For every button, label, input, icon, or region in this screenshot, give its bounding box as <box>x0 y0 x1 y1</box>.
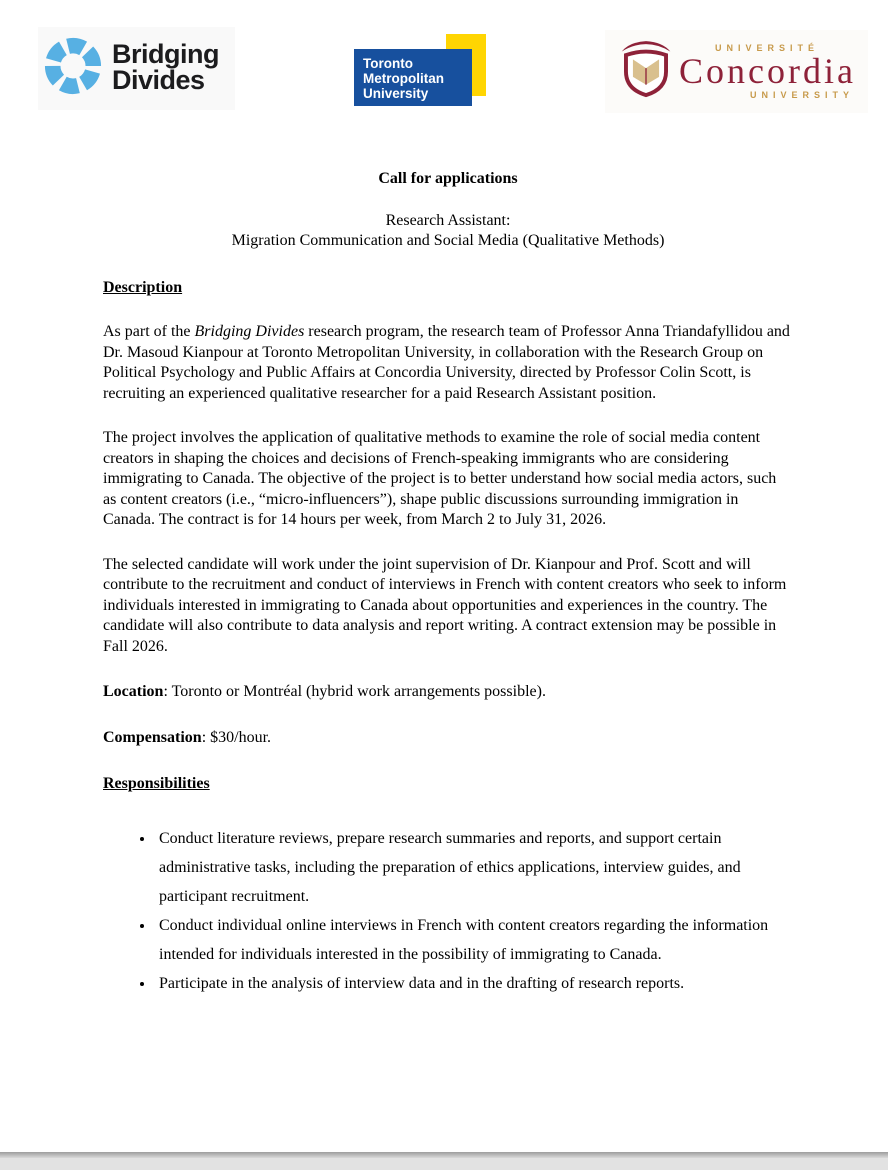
description-heading: Description <box>103 278 183 296</box>
responsibilities-list <box>103 824 793 998</box>
responsibility-item: • Participate in the analysis of interview data and in the drafting of research reports. <box>155 969 793 998</box>
location-line <box>103 682 793 703</box>
description-paragraph-3: The selected candidate will work under the joint supervision of Dr. Kianpour and Prof. Scott and will contribute to the recruitment and conduct of interviews in French with content creators who seek to inform individuals interested in immigrating to Canada about opportunities and experiences in the country. The candidate will also contribute to data analysis and report writing. A contract extension may be possible in Fall 2026. <box>103 555 787 655</box>
subtitle-line-2: Migration Communication and Social Media (Qualitative Methods) <box>231 232 665 249</box>
logo-row <box>0 0 888 119</box>
compensation-value: : $30/hour. <box>201 728 272 746</box>
concordia-name: Concordia <box>679 51 856 92</box>
tmu-word-3: University <box>363 86 429 102</box>
concordia-shield-icon <box>619 40 673 103</box>
bridging-divides-word-1: Bridging <box>112 38 219 69</box>
tmu-word-2: Metropolitan <box>363 71 444 87</box>
para1-post: research program, the research team of Professor Anna Triandafyllidou and Dr. Masoud Kianpour at Toronto Metropolitan University, in collaboration with the Research Group on Political Psychology and Public Affairs at Concordia University, directed by Professor Colin Scott, is recruiting an experienced qualitative researcher for a paid Research Assistant position. <box>103 323 790 402</box>
document-body <box>103 169 793 998</box>
concordia-logo <box>605 30 868 113</box>
tmu-word-1: Toronto <box>363 56 413 71</box>
responsibilities-heading: Responsibilities <box>103 775 210 792</box>
concordia-university-label: UNIVERSITY <box>749 89 854 100</box>
compensation-line <box>103 728 793 749</box>
para1-program-name: Bridging Divides <box>194 323 305 340</box>
location-label: Location <box>103 683 164 700</box>
description-paragraph-2: The project involves the application of qualitative methods to examine the role of social media content creators in shaping the choices and decisions of French-speaking immigrants who are considering immigrating to Canada. The objective of the project is to better understand how social media actors, such as content creators (i.e., “micro-influencers”), shape public discussions surrounding immigration in Canada. The contract is for 14 hours per week, from March 2 to July 31, 2026. <box>103 429 777 528</box>
location-value: : Toronto or Montréal (hybrid work arrangements possible). <box>163 683 546 700</box>
concordia-universite-label: UNIVERSITÉ <box>715 43 820 54</box>
document-subtitle <box>103 211 793 252</box>
bridging-divides-word-2: Divides <box>112 64 205 95</box>
responsibility-item: • Conduct literature reviews, prepare research summaries and reports, and support certain administrative tasks, including the preparation of ethics applications, interview guides, and participant recruitment. <box>155 824 793 911</box>
viewer-background <box>0 1158 888 1170</box>
para1-pre: As part of the <box>103 323 195 340</box>
tmu-wordmark <box>354 49 472 106</box>
bridging-divides-wordmark <box>112 38 219 95</box>
concordia-wordmark <box>679 43 856 100</box>
bridging-divides-logo <box>38 27 235 110</box>
tmu-logo <box>354 34 486 106</box>
document-title: Call for applications <box>378 170 518 187</box>
responsibility-item: • Conduct individual online interviews in French with content creators regarding the information intended for individuals interested in the possibility of immigrating to Canada. <box>155 911 793 969</box>
bridging-divides-pinwheel-icon <box>44 34 102 101</box>
subtitle-line-1: Research Assistant: <box>385 211 511 229</box>
compensation-label: Compensation <box>103 728 202 746</box>
description-paragraph-1 <box>103 322 793 404</box>
